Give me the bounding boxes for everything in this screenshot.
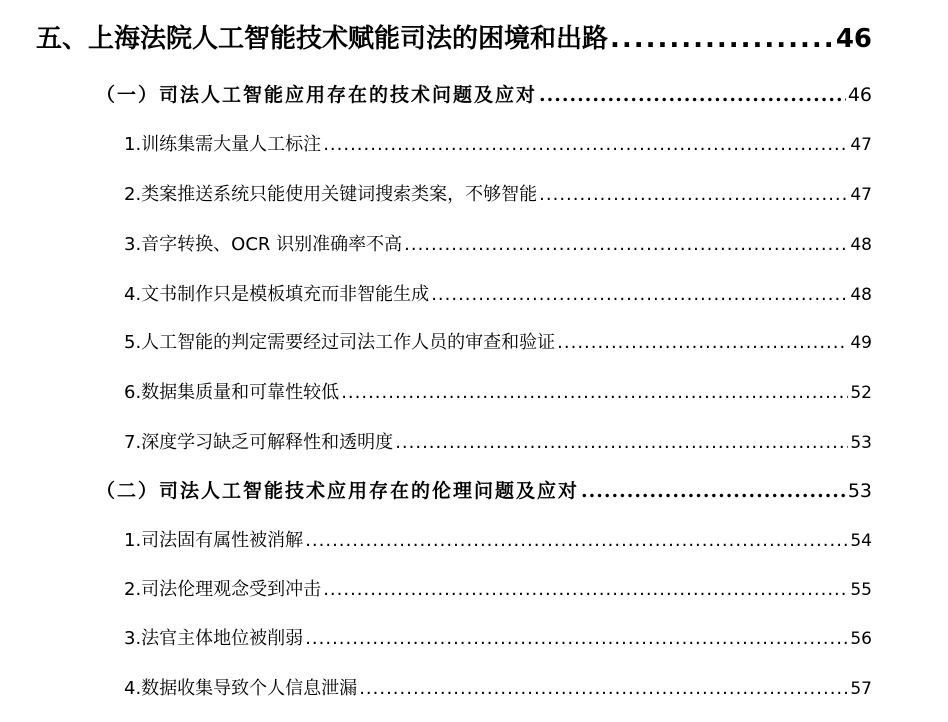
toc-page-number: 54 <box>850 531 872 551</box>
toc-page-number: 52 <box>850 383 872 403</box>
toc-page-number: 47 <box>850 135 872 155</box>
toc-page-number: 48 <box>850 285 872 305</box>
toc-page-number: 53 <box>847 480 872 502</box>
toc-item-entry[interactable] <box>124 130 872 158</box>
toc-page-number: 46 <box>835 24 872 54</box>
toc-page-number: 48 <box>850 235 872 255</box>
toc-item-title: 1.训练集需大量人工标注 <box>124 134 322 155</box>
toc-item-entry[interactable] <box>124 526 872 554</box>
toc-item-entry[interactable] <box>124 428 872 456</box>
toc-item-entry[interactable] <box>124 328 872 356</box>
dot-leader <box>359 678 848 699</box>
dot-leader <box>323 579 848 600</box>
toc-chapter-entry[interactable] <box>36 18 872 58</box>
toc-page-number: 56 <box>850 629 872 649</box>
toc-page-number: 53 <box>850 433 872 453</box>
toc-item-entry[interactable] <box>124 674 872 702</box>
toc-page-number: 46 <box>847 84 872 106</box>
toc-item-title: 3.法官主体地位被削弱 <box>124 628 304 649</box>
dot-leader <box>431 284 848 305</box>
dot-leader <box>539 184 848 205</box>
toc-item-title: 7.深度学习缺乏可解释性和透明度 <box>124 432 394 453</box>
dot-leader <box>305 530 848 551</box>
toc-item-entry[interactable] <box>124 575 872 603</box>
toc-item-entry[interactable] <box>124 230 872 258</box>
toc-item-title: 2.司法伦理观念受到冲击 <box>124 579 322 600</box>
toc-item-entry[interactable] <box>124 180 872 208</box>
toc-item-entry[interactable] <box>124 378 872 406</box>
toc-item-title: 5.人工智能的判定需要经过司法工作人员的审查和验证 <box>124 332 556 353</box>
toc-section-title: （一）司法人工智能应用存在的技术问题及应对 <box>96 84 538 106</box>
toc-item-title: 2.类案推送系统只能使用关键词搜索类案，不够智能 <box>124 184 538 205</box>
toc-section-title: （二）司法人工智能技术应用存在的伦理问题及应对 <box>96 480 580 502</box>
dot-leader <box>395 432 848 453</box>
dot-leader <box>581 480 846 502</box>
toc-item-title: 1.司法固有属性被消解 <box>124 530 304 551</box>
toc-page-number: 57 <box>850 679 872 699</box>
toc-section-entry[interactable] <box>96 80 872 110</box>
toc-item-title: 4.数据收集导致个人信息泄漏 <box>124 678 358 699</box>
toc-chapter-title: 五、上海法院人工智能技术赋能司法的困境和出路 <box>36 24 609 54</box>
dot-leader <box>539 84 846 106</box>
dot-leader <box>404 234 848 255</box>
toc-item-entry[interactable] <box>124 624 872 652</box>
toc-page-number: 49 <box>850 333 872 353</box>
dot-leader <box>323 134 848 155</box>
dot-leader <box>610 24 834 54</box>
toc-item-title: 4.文书制作只是模板填充而非智能生成 <box>124 284 430 305</box>
toc-page-number: 55 <box>850 580 872 600</box>
dot-leader <box>341 382 848 403</box>
toc-section-entry[interactable] <box>96 476 872 506</box>
toc-page-number: 47 <box>850 185 872 205</box>
toc-item-title: 3.音字转换、OCR 识别准确率不高 <box>124 234 403 255</box>
dot-leader <box>305 628 848 649</box>
toc-item-title: 6.数据集质量和可靠性较低 <box>124 382 340 403</box>
toc-item-entry[interactable] <box>124 280 872 308</box>
dot-leader <box>557 332 848 353</box>
